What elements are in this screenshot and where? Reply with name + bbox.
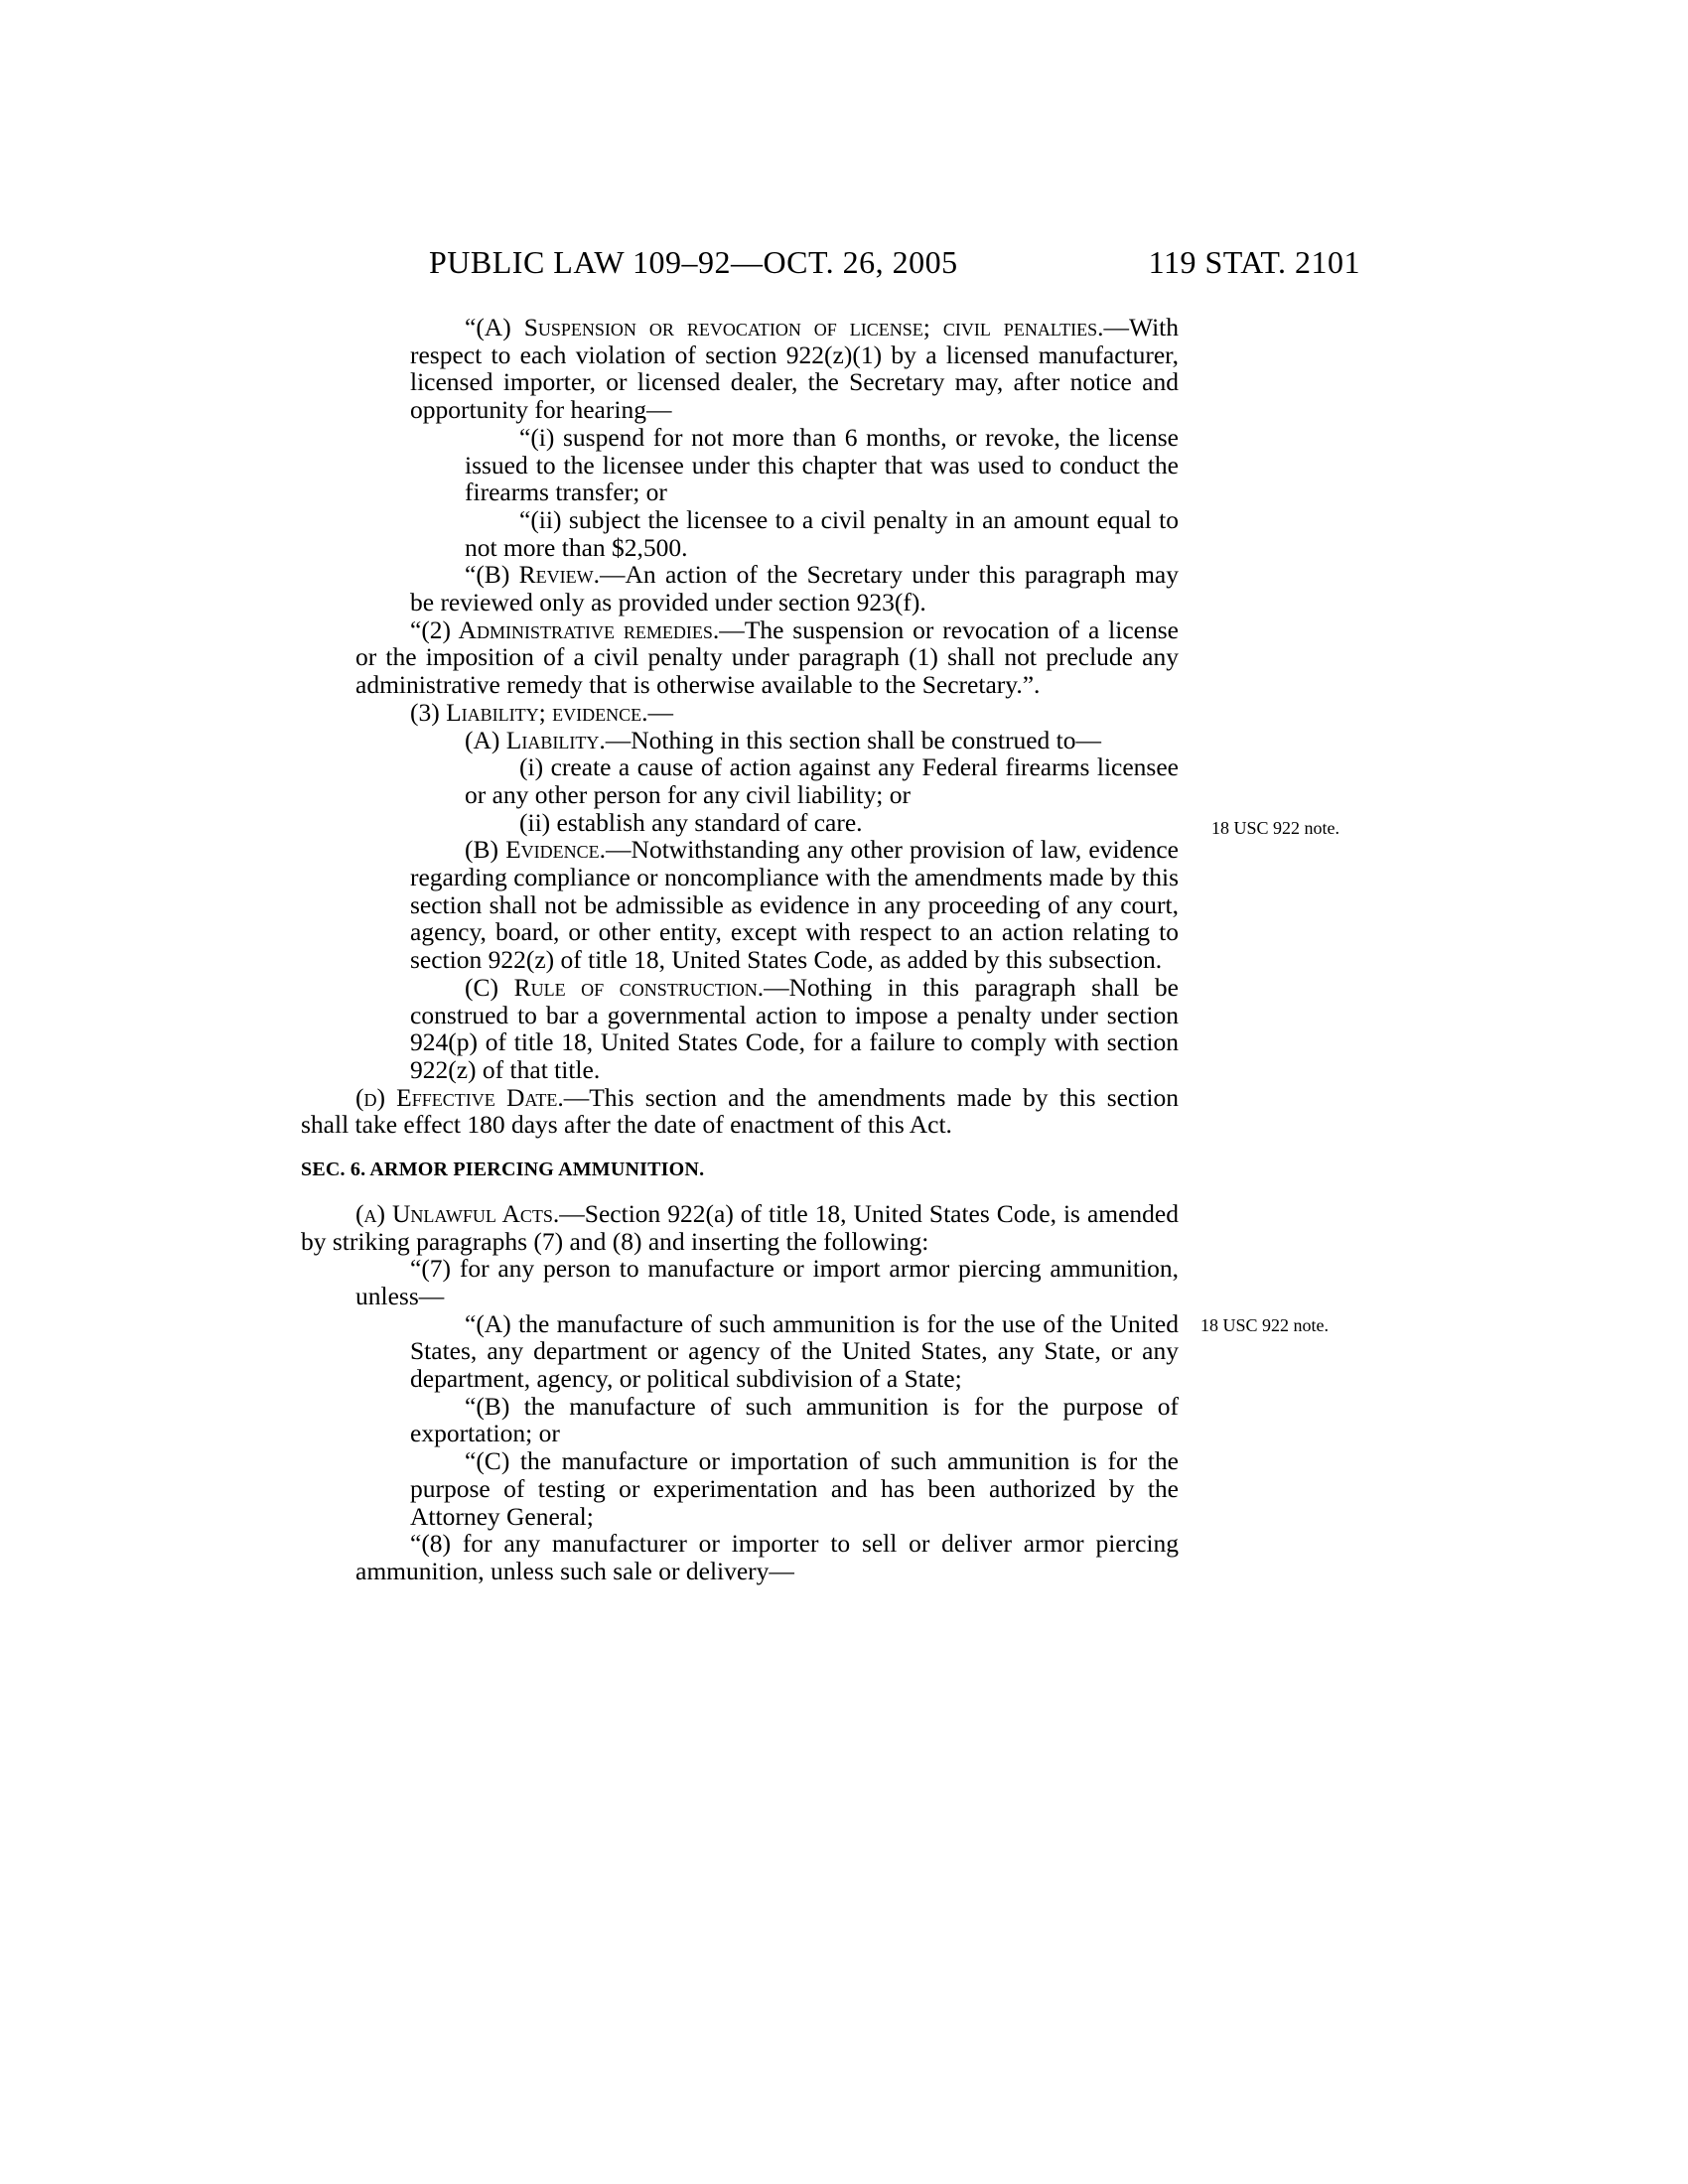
paragraph-text: —With respect to each violation of section 922(z)(1) by a licensed manufacturer, licensed importer, or licensed dealer, the Secretary may, after notice and opportunity for hearing— (410, 313, 1179, 425)
paragraph-text: —Section 922(a) of title 18, United States Code, is amended by striking paragraphs (7) and (8) and inserting the following: (301, 1198, 1179, 1256)
paragraph-text: —Nothing in this section shall be construed to— (605, 725, 1102, 754)
clause-ii-standard-of-care: (ii) establish any standard of care. (519, 807, 863, 837)
paragraph-text: —Nothing in this paragraph shall be construed to bar a governmental action to impose a penalty under section 924(p) of title 18, United States Code, for a failure to comply with section 922(z) of that title. (410, 972, 1179, 1084)
paragraph-text: — (647, 697, 673, 727)
section-6-heading: SEC. 6. ARMOR PIERCING AMMUNITION. (301, 1159, 705, 1181)
paragraph-heading: “(A) Suspension or revocation of license; civil penalties. (465, 313, 1104, 341)
paragraph-3-liability-evidence (301, 699, 1179, 727)
subsection-a-unlawful-acts (301, 1200, 1179, 1255)
paragraph-c-testing: “(C) the manufacture or importation of such ammunition is for the purpose of testing or experimentation and has been authorized by the Attorney General; (410, 1446, 1179, 1531)
paragraph-2-administrative-remedies (301, 616, 1179, 699)
paragraph-text: —Notwithstanding any other provision of law, evidence regarding compliance or noncompliance with the amendments made by this section shall not be admissible as evidence in any proceeding of any court, agency, board, or other entity, except with respect to an action relating to section 922(z) of title 18, United States Code, as added by this subsection. (410, 835, 1179, 975)
paragraph-b-review (301, 561, 1179, 615)
paragraph-8-sell-deliver: “(8) for any manufacturer or importer to sell or deliver armor piercing ammunition, unless such sale or delivery— (355, 1529, 1179, 1585)
clause-i-cause-of-action: (i) create a cause of action against any Federal firearms licensee or any other person for any civil liability; or (465, 752, 1179, 809)
paragraph-heading: “(2) Administrative remedies. (410, 614, 720, 644)
running-head-title: PUBLIC LAW 109–92—OCT. 26, 2005 (429, 244, 958, 280)
paragraph-text: —The suspension or revocation of a license or the imposition of a civil penalty under paragraph (1) shall not preclude any administrative remedy that is otherwise available to the Secretary.”. (355, 614, 1179, 700)
paragraph-heading: (a) Unlawful Acts. (355, 1198, 560, 1228)
paragraph-b-evidence (301, 836, 1179, 974)
document-body (301, 314, 1179, 1585)
clause-i-suspend: “(i) suspend for not more than 6 months, or revoke, the license issued to the licensee under this chapter that was used to conduct the firearms transfer; or (465, 422, 1179, 507)
paragraph-a-suspension (301, 314, 1179, 424)
paragraph-heading: (d) Effective Date. (355, 1082, 564, 1112)
paragraph-heading: (B) Evidence. (465, 835, 607, 865)
page-header (0, 244, 1688, 284)
margin-note-usc-1: 18 USC 922 note. (1211, 818, 1340, 838)
paragraph-heading: (A) Liability. (465, 725, 606, 754)
paragraph-heading: “(B) Review. (465, 560, 600, 590)
page-number: 119 STAT. 2101 (1148, 244, 1360, 280)
paragraph-heading: (3) Liability; evidence. (410, 697, 648, 727)
paragraph-7-manufacture-import: “(7) for any person to manufacture or import armor piercing ammunition, unless— (355, 1254, 1179, 1310)
paragraph-a-liability (301, 727, 1179, 754)
paragraph-heading: (C) Rule of construction. (465, 972, 765, 1002)
subsection-d-effective-date (301, 1084, 1179, 1139)
paragraph-c-rule-of-construction (301, 974, 1179, 1084)
paragraph-text: —This section and the amendments made by this section shall take effect 180 days after the date of enactment of this Act. (301, 1082, 1179, 1140)
clause-ii-civil-penalty: “(ii) subject the licensee to a civil penalty in an amount equal to not more than $2,500. (465, 504, 1179, 562)
paragraph-a-us-use: “(A) the manufacture of such ammunition is for the use of the United States, any department or agency of the United States, any State, or any department, agency, or political subdivision of a State; (410, 1308, 1179, 1394)
paragraph-b-exportation: “(B) the manufacture of such ammunition is for the purpose of exportation; or (410, 1391, 1179, 1448)
paragraph-text: —An action of the Secretary under this paragraph may be reviewed only as provided under section 923(f). (410, 560, 1179, 617)
margin-note-usc-2: 18 USC 922 note. (1200, 1315, 1330, 1335)
